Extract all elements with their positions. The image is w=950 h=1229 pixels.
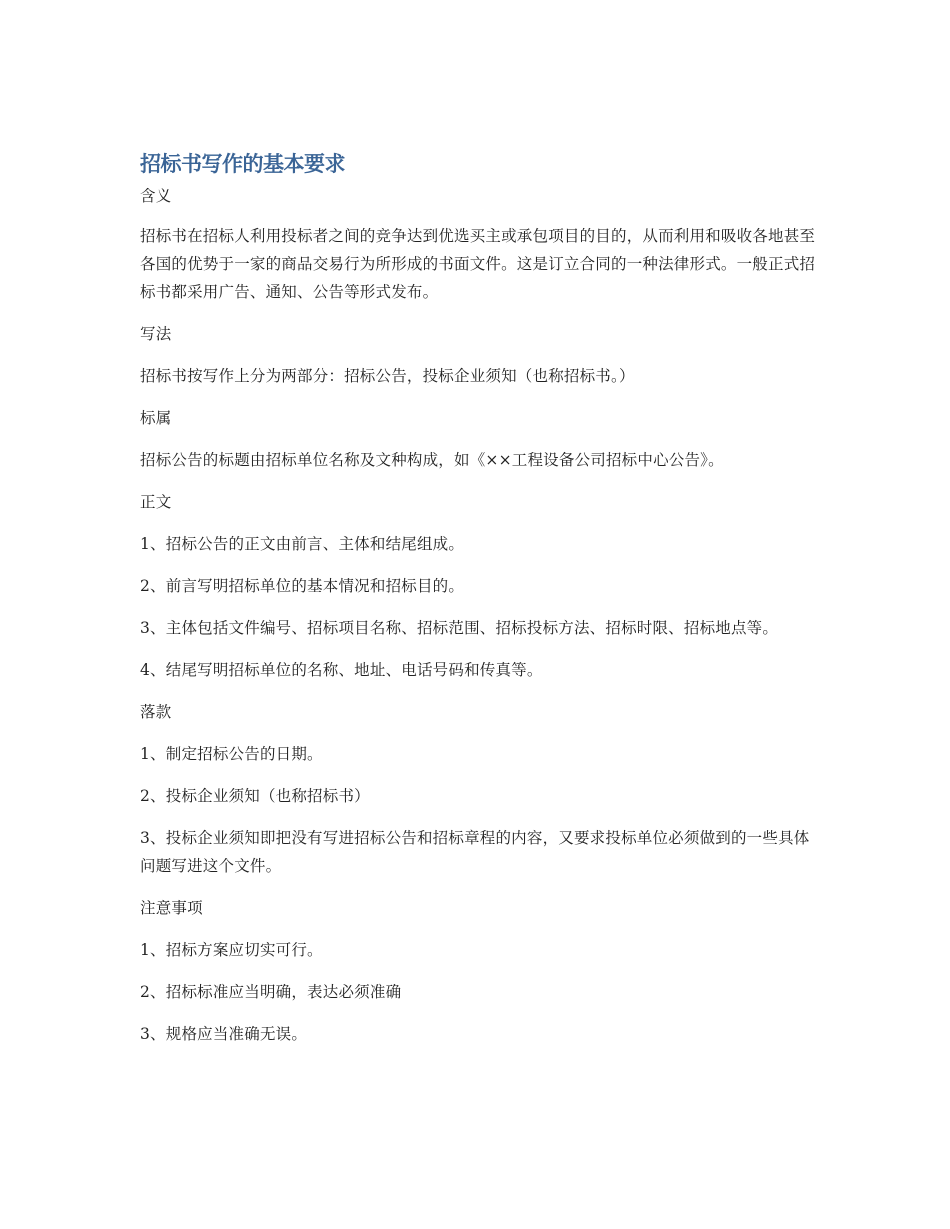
list-item: 1、招标公告的正文由前言、主体和结尾组成。 xyxy=(140,535,465,553)
list-item: 4、结尾写明招标单位的名称、地址、电话号码和传真等。 xyxy=(140,661,543,679)
section-heading-notes: 注意事项 xyxy=(140,899,203,917)
list-item: 2、投标企业须知（也称招标书） xyxy=(140,787,370,805)
document-page xyxy=(140,148,820,1062)
section-heading-signature: 落款 xyxy=(140,703,172,721)
list-item: 2、招标标准应当明确，表达必须准确 xyxy=(140,983,402,1001)
list-item: 2、前言写明招标单位的基本情况和招标目的。 xyxy=(140,577,465,595)
paragraph-title: 招标公告的标题由招标单位名称及文种构成，如《××工程设备公司招标中心公告》。 xyxy=(140,451,724,469)
list-item: 3、投标企业须知即把没有写进招标公告和招标章程的内容，又要求投标单位必须做到的一些具体问题写进这个文件。 xyxy=(140,829,810,875)
document-title: 招标书写作的基本要求 xyxy=(140,152,345,176)
section-heading-writing: 写法 xyxy=(140,325,172,343)
list-item: 3、主体包括文件编号、招标项目名称、招标范围、招标投标方法、招标时限、招标地点等。 xyxy=(140,619,779,637)
section-heading-body: 正文 xyxy=(140,493,172,511)
section-heading-meaning: 含义 xyxy=(140,187,172,205)
section-heading-title: 标属 xyxy=(140,409,172,427)
paragraph-meaning: 招标书在招标人利用投标者之间的竞争达到优选买主或承包项目的目的，从而利用和吸收各地甚至各国的优势于一家的商品交易行为所形成的书面文件。这是订立合同的一种法律形式。一般正式招标书都采用广告、通知、公告等形式发布。 xyxy=(140,227,816,301)
list-item: 1、招标方案应切实可行。 xyxy=(140,941,323,959)
list-item: 1、制定招标公告的日期。 xyxy=(140,745,323,763)
list-item: 3、规格应当准确无误。 xyxy=(140,1025,308,1043)
paragraph-writing: 招标书按写作上分为两部分：招标公告，投标企业须知（也称招标书。） xyxy=(140,367,635,385)
